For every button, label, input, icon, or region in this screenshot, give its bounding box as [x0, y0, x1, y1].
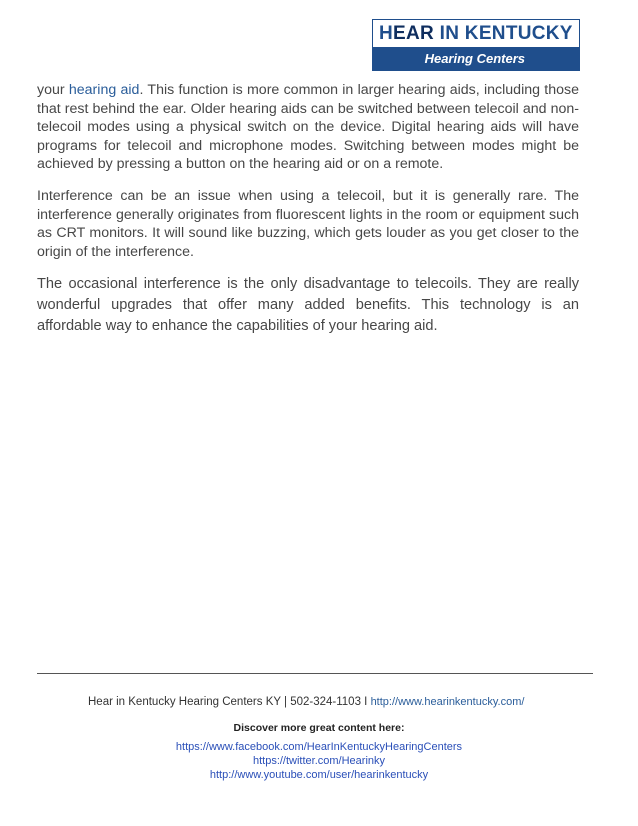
logo-title — [373, 20, 579, 47]
twitter-link[interactable]: https://twitter.com/Hearinky — [252, 755, 386, 767]
hear-in-kentucky-logo — [372, 19, 580, 71]
facebook-link[interactable]: https://www.facebook.com/HearInKentuckyHearingCenters — [175, 741, 463, 753]
paragraph-conclusion: The occasional interference is the only disadvantage to telecoils. They are really wonderful upgrades that offer many added benefits. This technology is an affordable way to enhance the capabilities of your hearing aid. — [37, 276, 579, 335]
footer-divider — [37, 673, 593, 674]
paragraph-interference: Interference can be an issue when using a telecoil, but it is generally rare. The interference generally originates from fluorescent lights in the room or equipment such as CRT monitors. It will sound like buzzing, which gets louder as you get closer to the origin of the interference. — [37, 187, 579, 260]
youtube-link[interactable]: http://www.youtube.com/user/hearinkentucky — [209, 769, 429, 781]
footer-company-line — [88, 696, 524, 708]
cut-off-link — [0, 782, 638, 788]
paragraph-telecoil-modes — [37, 81, 579, 174]
logo-subtitle: Hearing Centers — [373, 47, 579, 70]
paragraph-rest: . This function is more common in larger hearing aids, including those that rest behind the ear. Older hearing aids can be switched between telecoil and non-telecoil modes using a physical switch on the device. Digital hearing aids will have programs for telecoil and microphone modes. Switching between modes might be achieved by pressing a button on the hearing aid or on a remote. — [37, 82, 579, 173]
article-body — [37, 81, 579, 350]
paragraph-lead: your — [37, 82, 69, 98]
logo-title-rest: IN KENTUCKY — [434, 23, 573, 44]
logo-title-prefix: H — [379, 23, 394, 44]
logo-title-bold: EAR — [393, 23, 435, 44]
website-link[interactable]: http://www.hearinkentucky.com/ — [370, 696, 525, 708]
discover-heading: Discover more great content here: — [233, 722, 405, 734]
hearing-aid-link[interactable]: hearing aid — [68, 82, 140, 98]
footer-company: Hear in Kentucky Hearing Centers KY | 502-324-1103 I — [88, 696, 371, 708]
